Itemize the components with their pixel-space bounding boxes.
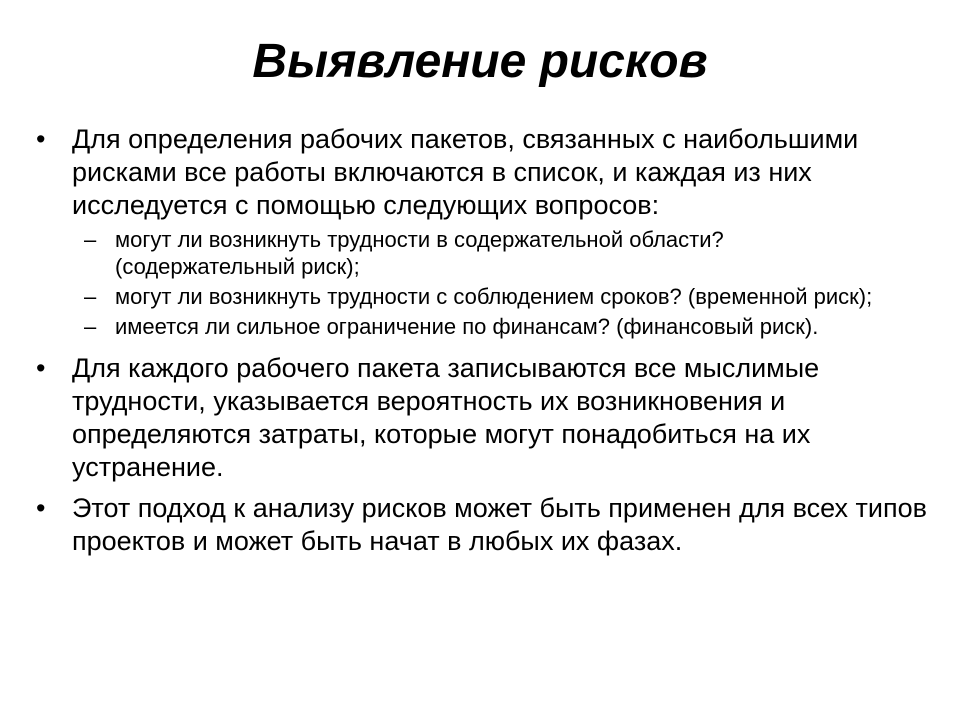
sub-item-marker: – xyxy=(84,227,97,252)
sub-item-text: имеется ли сильное ограничение по финансам? (финансовый риск). xyxy=(115,314,819,339)
spacer xyxy=(0,484,960,492)
bullet-marker: • xyxy=(36,124,46,154)
sub-item-1 xyxy=(0,226,960,280)
bullet-marker: • xyxy=(36,353,46,383)
bullet-marker: • xyxy=(36,493,46,523)
bullet-text: Для каждого рабочего пакета записываются все мыслимые трудности, указывается вероятность их возникновения и определяются затраты, которые могут понадобиться на их устранение. xyxy=(72,353,820,482)
sub-item-marker: – xyxy=(84,314,97,339)
sub-item-text: могут ли возникнуть трудности в содержательной области? (содержательный риск); xyxy=(115,227,724,279)
sub-item-marker: – xyxy=(84,284,97,309)
sub-item-text: могут ли возникнуть трудности с соблюдением сроков? (временной риск); xyxy=(115,284,873,309)
bullet-text: Для определения рабочих пакетов, связанных с наибольшими рисками все работы включаются в список, и каждая из них исследуется с помощью следующих вопросов: xyxy=(72,124,859,220)
spacer xyxy=(0,344,960,352)
sub-list xyxy=(0,226,960,340)
slide-title: Выявление рисков xyxy=(252,35,708,88)
bullet-item-2 xyxy=(0,352,960,484)
sub-item-2 xyxy=(0,283,960,310)
slide-content xyxy=(0,123,960,558)
bullet-item-3 xyxy=(0,492,960,558)
bullet-item-1 xyxy=(0,123,960,222)
bullet-text: Этот подход к анализу рисков может быть применен для всех типов проектов и может быть начат в любых их фазах. xyxy=(72,493,927,556)
sub-item-3 xyxy=(0,313,960,340)
